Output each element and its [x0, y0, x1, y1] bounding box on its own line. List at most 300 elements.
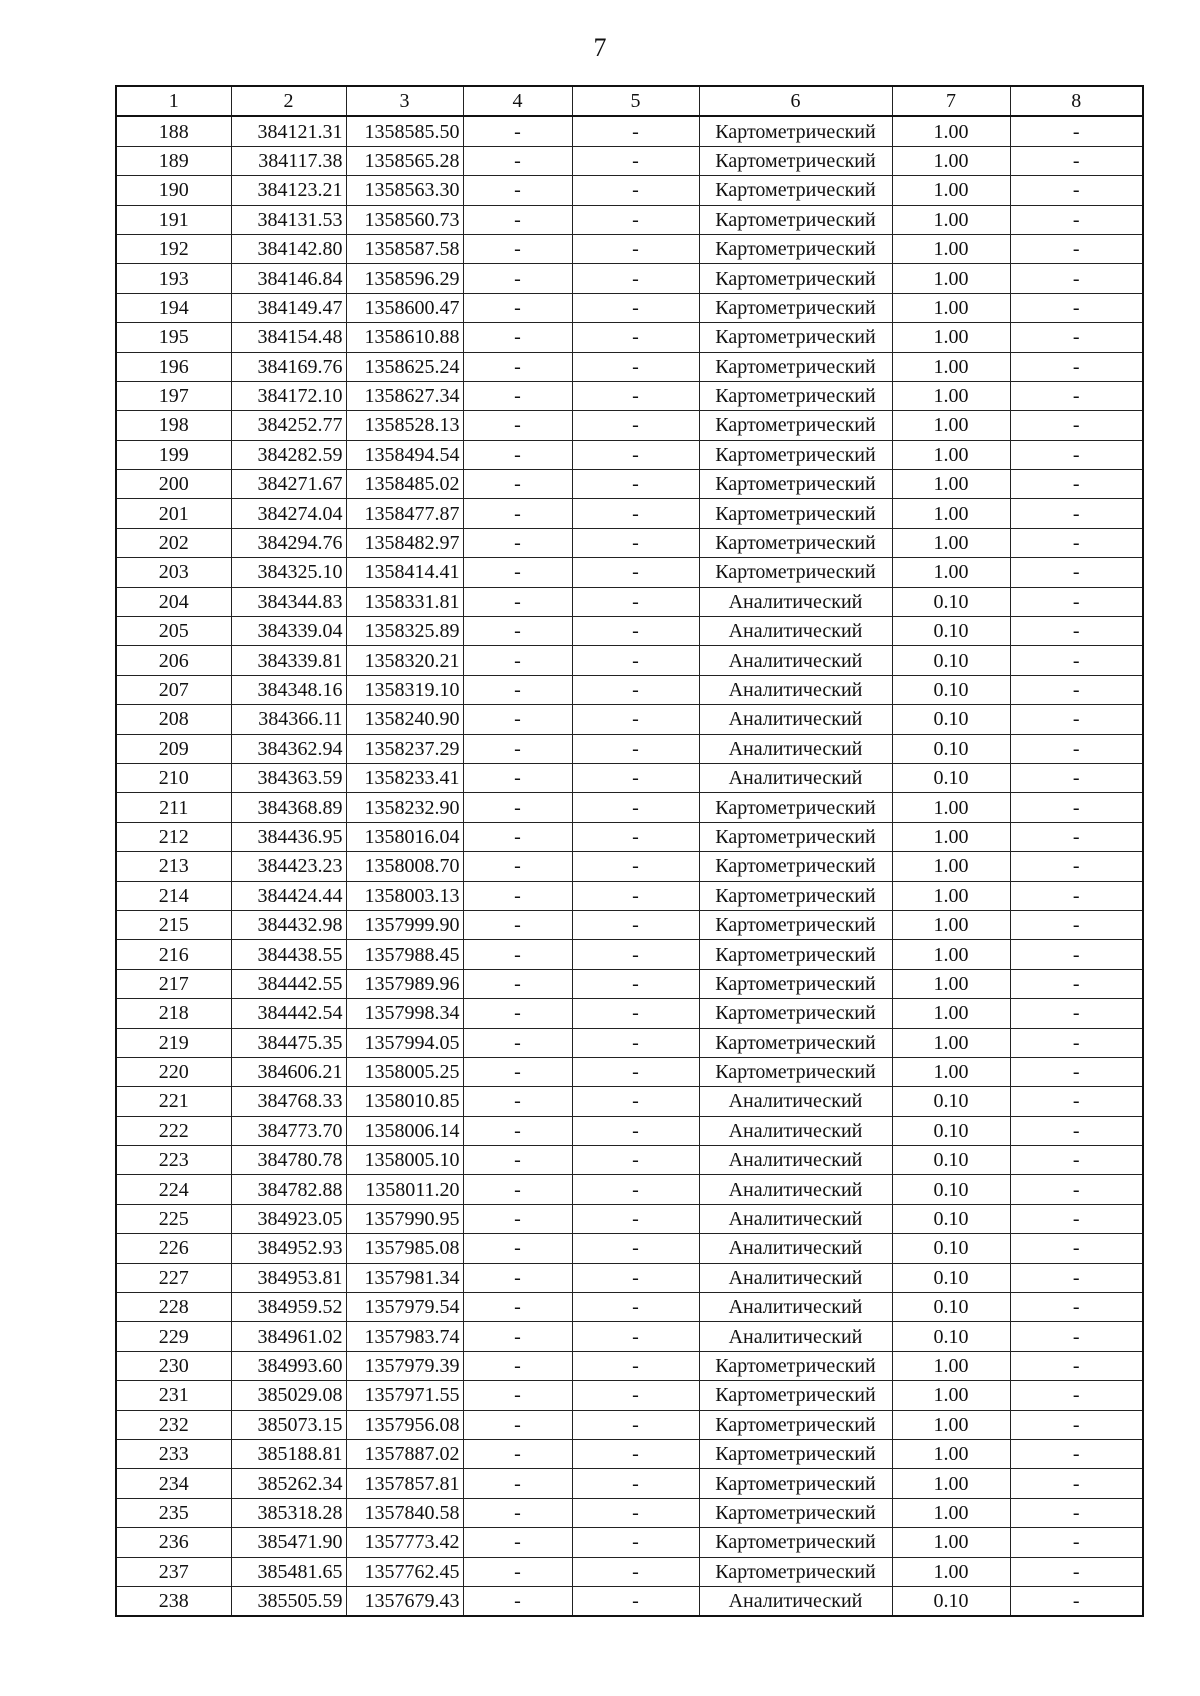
x-coordinate-cell: 384442.55 — [231, 969, 346, 998]
accuracy-cell: 1.00 — [892, 910, 1010, 939]
table-row — [116, 734, 1143, 763]
accuracy-cell: 0.10 — [892, 675, 1010, 704]
col-5-cell: - — [572, 617, 699, 646]
x-coordinate-cell: 384442.54 — [231, 999, 346, 1028]
col-8-cell: - — [1010, 999, 1143, 1028]
y-coordinate-cell: 1357773.42 — [346, 1528, 463, 1557]
col-5-cell: - — [572, 881, 699, 910]
col-8-cell: - — [1010, 1204, 1143, 1233]
col-5-cell: - — [572, 146, 699, 175]
col-4-cell: - — [463, 646, 572, 675]
accuracy-cell: 1.00 — [892, 470, 1010, 499]
accuracy-cell: 1.00 — [892, 381, 1010, 410]
col-5-cell: - — [572, 323, 699, 352]
method-cell: Аналитический — [699, 1116, 892, 1145]
col-4-cell: - — [463, 1439, 572, 1468]
point-number-cell: 190 — [116, 176, 231, 205]
table-row — [116, 940, 1143, 969]
method-cell: Аналитический — [699, 675, 892, 704]
table-row — [116, 176, 1143, 205]
col-4-cell: - — [463, 558, 572, 587]
col-8-cell: - — [1010, 793, 1143, 822]
x-coordinate-cell: 385029.08 — [231, 1381, 346, 1410]
x-coordinate-cell: 384436.95 — [231, 822, 346, 851]
x-coordinate-cell: 384780.78 — [231, 1146, 346, 1175]
point-number-cell: 225 — [116, 1204, 231, 1233]
accuracy-cell: 1.00 — [892, 264, 1010, 293]
col-4-cell: - — [463, 1586, 572, 1616]
col-8-cell: - — [1010, 558, 1143, 587]
col-4-cell: - — [463, 1469, 572, 1498]
col-8-cell: - — [1010, 1410, 1143, 1439]
method-cell: Аналитический — [699, 1586, 892, 1616]
x-coordinate-cell: 385262.34 — [231, 1469, 346, 1498]
point-number-cell: 232 — [116, 1410, 231, 1439]
table-row — [116, 1439, 1143, 1468]
point-number-cell: 208 — [116, 705, 231, 734]
accuracy-cell: 0.10 — [892, 1146, 1010, 1175]
point-number-cell: 206 — [116, 646, 231, 675]
col-4-cell: - — [463, 1116, 572, 1145]
y-coordinate-cell: 1357983.74 — [346, 1322, 463, 1351]
y-coordinate-cell: 1358585.50 — [346, 116, 463, 146]
y-coordinate-cell: 1357985.08 — [346, 1234, 463, 1263]
method-cell: Картометрический — [699, 1057, 892, 1086]
x-coordinate-cell: 384252.77 — [231, 411, 346, 440]
col-8-cell: - — [1010, 1234, 1143, 1263]
table-row — [116, 969, 1143, 998]
x-coordinate-cell: 384475.35 — [231, 1028, 346, 1057]
x-coordinate-cell: 384131.53 — [231, 205, 346, 234]
method-cell: Аналитический — [699, 587, 892, 616]
point-number-cell: 221 — [116, 1087, 231, 1116]
col-4-cell: - — [463, 116, 572, 146]
method-cell: Картометрический — [699, 852, 892, 881]
point-number-cell: 234 — [116, 1469, 231, 1498]
y-coordinate-cell: 1357887.02 — [346, 1439, 463, 1468]
table-row — [116, 1234, 1143, 1263]
point-number-cell: 226 — [116, 1234, 231, 1263]
col-5-cell: - — [572, 940, 699, 969]
table-row — [116, 1146, 1143, 1175]
x-coordinate-cell: 384274.04 — [231, 499, 346, 528]
col-8-cell: - — [1010, 440, 1143, 469]
method-cell: Аналитический — [699, 1263, 892, 1292]
col-5-cell: - — [572, 587, 699, 616]
x-coordinate-cell: 384961.02 — [231, 1322, 346, 1351]
accuracy-cell: 1.00 — [892, 146, 1010, 175]
col-8-cell: - — [1010, 1528, 1143, 1557]
table-row — [116, 1557, 1143, 1586]
accuracy-cell: 1.00 — [892, 323, 1010, 352]
x-coordinate-cell: 384154.48 — [231, 323, 346, 352]
point-number-cell: 228 — [116, 1293, 231, 1322]
x-coordinate-cell: 384423.23 — [231, 852, 346, 881]
method-cell: Аналитический — [699, 1146, 892, 1175]
x-coordinate-cell: 384424.44 — [231, 881, 346, 910]
col-5-cell: - — [572, 558, 699, 587]
table-row — [116, 116, 1143, 146]
method-cell: Аналитический — [699, 1293, 892, 1322]
col-8-cell: - — [1010, 1116, 1143, 1145]
accuracy-cell: 0.10 — [892, 763, 1010, 792]
col-5-cell: - — [572, 1175, 699, 1204]
y-coordinate-cell: 1357857.81 — [346, 1469, 463, 1498]
point-number-cell: 214 — [116, 881, 231, 910]
y-coordinate-cell: 1358010.85 — [346, 1087, 463, 1116]
col-4-cell: - — [463, 675, 572, 704]
col-5-cell: - — [572, 293, 699, 322]
col-8-cell: - — [1010, 1322, 1143, 1351]
col-5-cell: - — [572, 763, 699, 792]
col-8-cell: - — [1010, 1293, 1143, 1322]
accuracy-cell: 0.10 — [892, 1322, 1010, 1351]
col-4-cell: - — [463, 1175, 572, 1204]
col-4-cell: - — [463, 1263, 572, 1292]
accuracy-cell: 1.00 — [892, 969, 1010, 998]
col-5-cell: - — [572, 1146, 699, 1175]
table-row — [116, 910, 1143, 939]
method-cell: Картометрический — [699, 1498, 892, 1527]
col-4-cell: - — [463, 1234, 572, 1263]
method-cell: Аналитический — [699, 1175, 892, 1204]
x-coordinate-cell: 384348.16 — [231, 675, 346, 704]
col-5-cell: - — [572, 734, 699, 763]
method-cell: Картометрический — [699, 1410, 892, 1439]
point-number-cell: 203 — [116, 558, 231, 587]
accuracy-cell: 1.00 — [892, 1557, 1010, 1586]
accuracy-cell: 0.10 — [892, 1263, 1010, 1292]
x-coordinate-cell: 384959.52 — [231, 1293, 346, 1322]
accuracy-cell: 1.00 — [892, 1498, 1010, 1527]
col-4-cell: - — [463, 1528, 572, 1557]
table-row — [116, 1293, 1143, 1322]
x-coordinate-cell: 384169.76 — [231, 352, 346, 381]
accuracy-cell: 1.00 — [892, 1381, 1010, 1410]
col-8-cell: - — [1010, 146, 1143, 175]
table-row — [116, 999, 1143, 1028]
col-8-cell: - — [1010, 205, 1143, 234]
method-cell: Картометрический — [699, 293, 892, 322]
method-cell: Аналитический — [699, 734, 892, 763]
y-coordinate-cell: 1358240.90 — [346, 705, 463, 734]
col-4-cell: - — [463, 940, 572, 969]
column-header-6: 6 — [699, 86, 892, 116]
column-header-5: 5 — [572, 86, 699, 116]
col-5-cell: - — [572, 528, 699, 557]
point-number-cell: 211 — [116, 793, 231, 822]
table-row — [116, 617, 1143, 646]
accuracy-cell: 1.00 — [892, 1351, 1010, 1380]
col-4-cell: - — [463, 1351, 572, 1380]
accuracy-cell: 1.00 — [892, 293, 1010, 322]
y-coordinate-cell: 1358005.25 — [346, 1057, 463, 1086]
y-coordinate-cell: 1358587.58 — [346, 234, 463, 263]
y-coordinate-cell: 1357956.08 — [346, 1410, 463, 1439]
col-4-cell: - — [463, 205, 572, 234]
table-row — [116, 822, 1143, 851]
method-cell: Картометрический — [699, 440, 892, 469]
col-4-cell: - — [463, 1322, 572, 1351]
y-coordinate-cell: 1358600.47 — [346, 293, 463, 322]
col-8-cell: - — [1010, 587, 1143, 616]
method-cell: Аналитический — [699, 617, 892, 646]
col-8-cell: - — [1010, 116, 1143, 146]
col-4-cell: - — [463, 264, 572, 293]
method-cell: Картометрический — [699, 1469, 892, 1498]
col-4-cell: - — [463, 881, 572, 910]
table-row — [116, 470, 1143, 499]
x-coordinate-cell: 384362.94 — [231, 734, 346, 763]
table-row — [116, 381, 1143, 410]
col-8-cell: - — [1010, 1381, 1143, 1410]
point-number-cell: 218 — [116, 999, 231, 1028]
table-row — [116, 205, 1143, 234]
accuracy-cell: 0.10 — [892, 587, 1010, 616]
accuracy-cell: 0.10 — [892, 1087, 1010, 1116]
point-number-cell: 201 — [116, 499, 231, 528]
col-4-cell: - — [463, 793, 572, 822]
y-coordinate-cell: 1358233.41 — [346, 763, 463, 792]
y-coordinate-cell: 1357679.43 — [346, 1586, 463, 1616]
x-coordinate-cell: 385471.90 — [231, 1528, 346, 1557]
y-coordinate-cell: 1358565.28 — [346, 146, 463, 175]
accuracy-cell: 1.00 — [892, 999, 1010, 1028]
y-coordinate-cell: 1358006.14 — [346, 1116, 463, 1145]
y-coordinate-cell: 1358325.89 — [346, 617, 463, 646]
col-5-cell: - — [572, 1263, 699, 1292]
table-row — [116, 264, 1143, 293]
col-5-cell: - — [572, 705, 699, 734]
method-cell: Картометрический — [699, 969, 892, 998]
point-number-cell: 237 — [116, 1557, 231, 1586]
accuracy-cell: 1.00 — [892, 1469, 1010, 1498]
col-8-cell: - — [1010, 1351, 1143, 1380]
accuracy-cell: 0.10 — [892, 646, 1010, 675]
y-coordinate-cell: 1357762.45 — [346, 1557, 463, 1586]
x-coordinate-cell: 384339.81 — [231, 646, 346, 675]
point-number-cell: 189 — [116, 146, 231, 175]
y-coordinate-cell: 1357994.05 — [346, 1028, 463, 1057]
col-8-cell: - — [1010, 1028, 1143, 1057]
table-row — [116, 1263, 1143, 1292]
col-4-cell: - — [463, 969, 572, 998]
method-cell: Картометрический — [699, 205, 892, 234]
col-5-cell: - — [572, 1469, 699, 1498]
point-number-cell: 202 — [116, 528, 231, 557]
col-8-cell: - — [1010, 646, 1143, 675]
table-row — [116, 293, 1143, 322]
point-number-cell: 212 — [116, 822, 231, 851]
accuracy-cell: 1.00 — [892, 116, 1010, 146]
col-4-cell: - — [463, 587, 572, 616]
col-8-cell: - — [1010, 470, 1143, 499]
accuracy-cell: 0.10 — [892, 1175, 1010, 1204]
col-8-cell: - — [1010, 822, 1143, 851]
y-coordinate-cell: 1358331.81 — [346, 587, 463, 616]
column-header-8: 8 — [1010, 86, 1143, 116]
accuracy-cell: 1.00 — [892, 176, 1010, 205]
x-coordinate-cell: 385188.81 — [231, 1439, 346, 1468]
col-5-cell: - — [572, 352, 699, 381]
method-cell: Картометрический — [699, 234, 892, 263]
x-coordinate-cell: 384142.80 — [231, 234, 346, 263]
x-coordinate-cell: 384432.98 — [231, 910, 346, 939]
x-coordinate-cell: 384339.04 — [231, 617, 346, 646]
method-cell: Картометрический — [699, 116, 892, 146]
table-row — [116, 705, 1143, 734]
accuracy-cell: 1.00 — [892, 1028, 1010, 1057]
y-coordinate-cell: 1358625.24 — [346, 352, 463, 381]
column-header-4: 4 — [463, 86, 572, 116]
y-coordinate-cell: 1358477.87 — [346, 499, 463, 528]
col-8-cell: - — [1010, 734, 1143, 763]
method-cell: Картометрический — [699, 940, 892, 969]
table-row — [116, 1381, 1143, 1410]
point-number-cell: 236 — [116, 1528, 231, 1557]
x-coordinate-cell: 384271.67 — [231, 470, 346, 499]
accuracy-cell: 0.10 — [892, 1204, 1010, 1233]
point-number-cell: 195 — [116, 323, 231, 352]
point-number-cell: 196 — [116, 352, 231, 381]
table-row — [116, 1410, 1143, 1439]
col-4-cell: - — [463, 617, 572, 646]
accuracy-cell: 1.00 — [892, 793, 1010, 822]
col-4-cell: - — [463, 1293, 572, 1322]
method-cell: Картометрический — [699, 381, 892, 410]
table-row — [116, 411, 1143, 440]
col-5-cell: - — [572, 1586, 699, 1616]
point-number-cell: 219 — [116, 1028, 231, 1057]
table-row — [116, 1087, 1143, 1116]
col-5-cell: - — [572, 1351, 699, 1380]
table-row — [116, 1351, 1143, 1380]
method-cell: Картометрический — [699, 528, 892, 557]
col-5-cell: - — [572, 440, 699, 469]
table-header — [116, 86, 1143, 116]
point-number-cell: 224 — [116, 1175, 231, 1204]
point-number-cell: 216 — [116, 940, 231, 969]
col-8-cell: - — [1010, 176, 1143, 205]
col-8-cell: - — [1010, 881, 1143, 910]
accuracy-cell: 1.00 — [892, 852, 1010, 881]
col-4-cell: - — [463, 440, 572, 469]
col-5-cell: - — [572, 1528, 699, 1557]
x-coordinate-cell: 385481.65 — [231, 1557, 346, 1586]
table-row — [116, 646, 1143, 675]
col-5-cell: - — [572, 1087, 699, 1116]
col-4-cell: - — [463, 1028, 572, 1057]
y-coordinate-cell: 1358016.04 — [346, 822, 463, 851]
accuracy-cell: 0.10 — [892, 705, 1010, 734]
col-5-cell: - — [572, 999, 699, 1028]
col-8-cell: - — [1010, 940, 1143, 969]
y-coordinate-cell: 1358319.10 — [346, 675, 463, 704]
accuracy-cell: 0.10 — [892, 617, 1010, 646]
point-number-cell: 192 — [116, 234, 231, 263]
col-4-cell: - — [463, 381, 572, 410]
col-8-cell: - — [1010, 381, 1143, 410]
method-cell: Картометрический — [699, 352, 892, 381]
col-4-cell: - — [463, 1087, 572, 1116]
col-5-cell: - — [572, 910, 699, 939]
col-4-cell: - — [463, 323, 572, 352]
point-number-cell: 220 — [116, 1057, 231, 1086]
x-coordinate-cell: 384923.05 — [231, 1204, 346, 1233]
col-5-cell: - — [572, 969, 699, 998]
y-coordinate-cell: 1357999.90 — [346, 910, 463, 939]
col-8-cell: - — [1010, 1087, 1143, 1116]
col-5-cell: - — [572, 411, 699, 440]
x-coordinate-cell: 384325.10 — [231, 558, 346, 587]
table-row — [116, 352, 1143, 381]
col-4-cell: - — [463, 499, 572, 528]
method-cell: Картометрический — [699, 470, 892, 499]
table-row — [116, 881, 1143, 910]
page-number: 7 — [593, 33, 607, 62]
col-8-cell: - — [1010, 1057, 1143, 1086]
col-5-cell: - — [572, 1204, 699, 1233]
y-coordinate-cell: 1357971.55 — [346, 1381, 463, 1410]
col-5-cell: - — [572, 1028, 699, 1057]
table-row — [116, 852, 1143, 881]
col-8-cell: - — [1010, 675, 1143, 704]
col-8-cell: - — [1010, 617, 1143, 646]
y-coordinate-cell: 1357981.34 — [346, 1263, 463, 1292]
table-row — [116, 1175, 1143, 1204]
col-5-cell: - — [572, 822, 699, 851]
col-4-cell: - — [463, 352, 572, 381]
point-number-cell: 227 — [116, 1263, 231, 1292]
x-coordinate-cell: 384782.88 — [231, 1175, 346, 1204]
col-8-cell: - — [1010, 852, 1143, 881]
col-5-cell: - — [572, 1381, 699, 1410]
accuracy-cell: 0.10 — [892, 1293, 1010, 1322]
accuracy-cell: 1.00 — [892, 499, 1010, 528]
accuracy-cell: 0.10 — [892, 734, 1010, 763]
table-row — [116, 323, 1143, 352]
point-number-cell: 198 — [116, 411, 231, 440]
x-coordinate-cell: 384363.59 — [231, 763, 346, 792]
y-coordinate-cell: 1358237.29 — [346, 734, 463, 763]
col-8-cell: - — [1010, 264, 1143, 293]
y-coordinate-cell: 1357840.58 — [346, 1498, 463, 1527]
col-5-cell: - — [572, 852, 699, 881]
point-number-cell: 229 — [116, 1322, 231, 1351]
table-row — [116, 1528, 1143, 1557]
col-4-cell: - — [463, 852, 572, 881]
y-coordinate-cell: 1358008.70 — [346, 852, 463, 881]
col-5-cell: - — [572, 264, 699, 293]
col-4-cell: - — [463, 293, 572, 322]
y-coordinate-cell: 1358232.90 — [346, 793, 463, 822]
point-number-cell: 188 — [116, 116, 231, 146]
col-8-cell: - — [1010, 1469, 1143, 1498]
col-8-cell: - — [1010, 1439, 1143, 1468]
col-4-cell: - — [463, 411, 572, 440]
table-row — [116, 793, 1143, 822]
method-cell: Аналитический — [699, 646, 892, 675]
col-5-cell: - — [572, 1116, 699, 1145]
col-4-cell: - — [463, 528, 572, 557]
col-4-cell: - — [463, 705, 572, 734]
y-coordinate-cell: 1358320.21 — [346, 646, 463, 675]
point-number-cell: 191 — [116, 205, 231, 234]
accuracy-cell: 1.00 — [892, 822, 1010, 851]
col-4-cell: - — [463, 470, 572, 499]
y-coordinate-cell: 1358563.30 — [346, 176, 463, 205]
point-number-cell: 213 — [116, 852, 231, 881]
